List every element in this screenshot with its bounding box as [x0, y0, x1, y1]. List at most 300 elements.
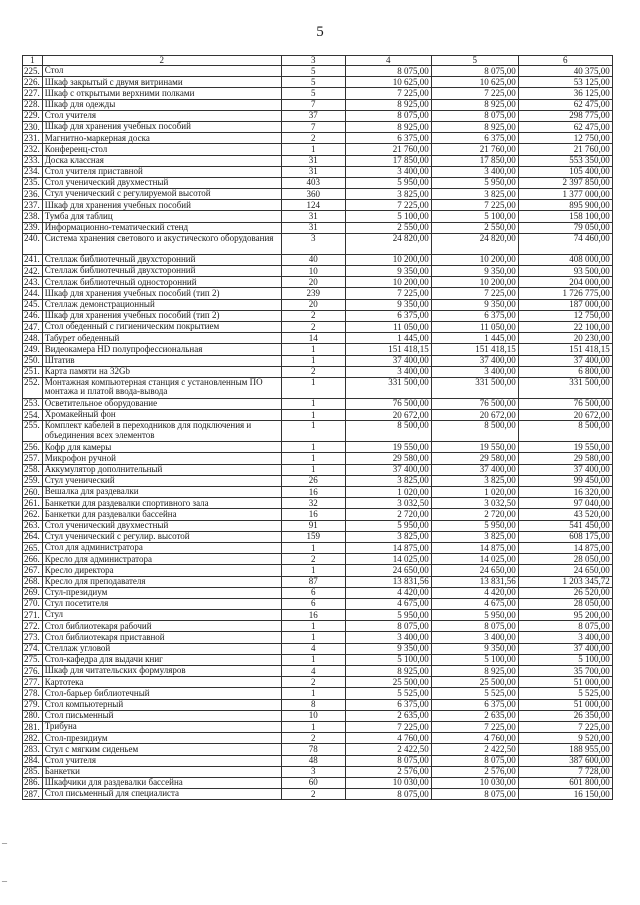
item-price: 4 760,00 — [345, 733, 431, 744]
item-quantity: 10 — [281, 710, 345, 721]
item-price-2: 1 020,00 — [431, 487, 518, 498]
item-total: 541 450,00 — [518, 520, 612, 531]
item-price: 9 350,00 — [345, 266, 431, 277]
row-number: 233. — [23, 155, 43, 166]
item-name: Монтажная компьютерная станция с установленным ПО монтажа и платой ввода-вывода — [42, 377, 281, 398]
item-quantity: 32 — [281, 498, 345, 509]
item-quantity: 31 — [281, 166, 345, 177]
item-name: Стол библиотекаря рабочий — [42, 621, 281, 632]
item-name: Вешалка для раздевалки — [42, 487, 281, 498]
row-number: 276. — [23, 666, 43, 677]
item-name: Шкаф для хранения учебных пособий — [42, 121, 281, 132]
row-number: 283. — [23, 744, 43, 755]
item-quantity: 5 — [281, 88, 345, 99]
item-total: 93 500,00 — [518, 266, 612, 277]
item-price: 21 760,00 — [345, 144, 431, 155]
item-name: Тумба для таблиц — [42, 211, 281, 222]
item-price-2: 8 075,00 — [431, 66, 518, 77]
table-row — [23, 321, 613, 332]
table-row — [23, 487, 613, 498]
item-name: Конференц-стол — [42, 144, 281, 155]
item-total: 187 000,00 — [518, 299, 612, 310]
row-number: 226. — [23, 77, 43, 88]
table-row — [23, 587, 613, 598]
item-name: Табурет обеденный — [42, 333, 281, 344]
table-row — [23, 211, 613, 222]
item-name: Кофр для камеры — [42, 442, 281, 453]
item-price: 3 400,00 — [345, 366, 431, 377]
item-quantity: 2 — [281, 733, 345, 744]
item-total: 22 100,00 — [518, 321, 612, 332]
item-price: 2 550,00 — [345, 222, 431, 233]
item-total: 26 350,00 — [518, 710, 612, 721]
item-quantity: 239 — [281, 288, 345, 299]
item-price: 37 400,00 — [345, 464, 431, 475]
item-quantity: 1 — [281, 654, 345, 665]
item-quantity: 78 — [281, 744, 345, 755]
item-quantity: 87 — [281, 576, 345, 587]
item-price-2: 8 075,00 — [431, 621, 518, 632]
item-name: Кресло для преподавателя — [42, 576, 281, 587]
item-quantity: 1 — [281, 464, 345, 475]
item-name: Стол ученический двухместный — [42, 177, 281, 188]
table-row — [23, 155, 613, 166]
row-number: 242. — [23, 266, 43, 277]
item-quantity: 1 — [281, 421, 345, 442]
item-price: 3 032,50 — [345, 498, 431, 509]
item-name: Стул с мягким сиденьем — [42, 744, 281, 755]
item-name: Стеллаж библиотечный двухсторонний — [42, 254, 281, 265]
item-quantity: 31 — [281, 211, 345, 222]
item-total: 2 397 850,00 — [518, 177, 612, 188]
row-number: 270. — [23, 598, 43, 609]
item-price-2: 2 635,00 — [431, 710, 518, 721]
item-name: Магнитно-маркерная доска — [42, 133, 281, 144]
item-price: 5 525,00 — [345, 688, 431, 699]
item-quantity: 1 — [281, 344, 345, 355]
table-row — [23, 632, 613, 643]
item-name: Стул ученический с регулируемой высотой — [42, 189, 281, 200]
item-name: Аккумулятор дополнительный — [42, 464, 281, 475]
item-price-2: 25 500,00 — [431, 677, 518, 688]
item-total: 7 728,00 — [518, 766, 612, 777]
row-number: 281. — [23, 721, 43, 732]
row-number: 260. — [23, 487, 43, 498]
item-total: 158 100,00 — [518, 211, 612, 222]
row-number: 284. — [23, 755, 43, 766]
item-name: Шкаф с открытыми верхними полками — [42, 88, 281, 99]
item-price: 5 100,00 — [345, 654, 431, 665]
item-quantity: 1 — [281, 453, 345, 464]
row-number: 264. — [23, 531, 43, 542]
item-quantity: 6 — [281, 587, 345, 598]
item-quantity: 6 — [281, 598, 345, 609]
table-row — [23, 453, 613, 464]
item-price: 9 350,00 — [345, 643, 431, 654]
table-row — [23, 699, 613, 710]
item-total: 26 520,00 — [518, 587, 612, 598]
item-price-2: 14 875,00 — [431, 542, 518, 553]
item-quantity: 2 — [281, 789, 345, 800]
table-row — [23, 643, 613, 654]
item-total: 12 750,00 — [518, 133, 612, 144]
item-price-2: 9 350,00 — [431, 266, 518, 277]
item-price: 1 020,00 — [345, 487, 431, 498]
item-name: Стол-барьер библиотечный — [42, 688, 281, 699]
item-total: 43 520,00 — [518, 509, 612, 520]
item-name: Шкаф для одежды — [42, 99, 281, 110]
row-number: 263. — [23, 520, 43, 531]
column-header: 5 — [431, 56, 518, 66]
row-number: 250. — [23, 355, 43, 366]
row-number: 259. — [23, 475, 43, 486]
item-total: 97 040,00 — [518, 498, 612, 509]
table-row — [23, 189, 613, 200]
item-price: 10 625,00 — [345, 77, 431, 88]
item-price-2: 6 375,00 — [431, 310, 518, 321]
row-number: 268. — [23, 576, 43, 587]
row-number: 278. — [23, 688, 43, 699]
table-row — [23, 733, 613, 744]
item-name: Стол ученический двухместный — [42, 520, 281, 531]
item-price-2: 4 675,00 — [431, 598, 518, 609]
item-price-2: 8 925,00 — [431, 121, 518, 132]
table-row — [23, 233, 613, 254]
item-price: 10 200,00 — [345, 254, 431, 265]
item-quantity: 2 — [281, 366, 345, 377]
item-price-2: 3 032,50 — [431, 498, 518, 509]
row-number: 254. — [23, 410, 43, 421]
item-name: Стол-кафедра для выдачи книг — [42, 654, 281, 665]
item-price-2: 2 550,00 — [431, 222, 518, 233]
inventory-table — [22, 55, 613, 800]
item-price-2: 3 825,00 — [431, 475, 518, 486]
item-name: Шкаф для хранения учебных пособий (тип 2) — [42, 310, 281, 321]
item-quantity: 4 — [281, 643, 345, 654]
item-quantity: 48 — [281, 755, 345, 766]
page-number: 5 — [316, 24, 324, 40]
item-price: 5 950,00 — [345, 610, 431, 621]
item-total: 387 600,00 — [518, 755, 612, 766]
table-row — [23, 277, 613, 288]
item-quantity: 20 — [281, 277, 345, 288]
item-price: 8 075,00 — [345, 755, 431, 766]
table-row — [23, 333, 613, 344]
item-total: 95 200,00 — [518, 610, 612, 621]
item-quantity: 8 — [281, 699, 345, 710]
item-total: 408 000,00 — [518, 254, 612, 265]
item-total: 8 075,00 — [518, 621, 612, 632]
item-total: 79 050,00 — [518, 222, 612, 233]
item-price: 13 831,56 — [345, 576, 431, 587]
row-number: 275. — [23, 654, 43, 665]
item-quantity: 40 — [281, 254, 345, 265]
item-price-2: 29 580,00 — [431, 453, 518, 464]
item-price-2: 8 075,00 — [431, 789, 518, 800]
table-row — [23, 654, 613, 665]
item-price: 10 200,00 — [345, 277, 431, 288]
item-quantity: 26 — [281, 475, 345, 486]
item-quantity: 1 — [281, 355, 345, 366]
row-number: 241. — [23, 254, 43, 265]
item-total: 553 350,00 — [518, 155, 612, 166]
row-number: 269. — [23, 587, 43, 598]
row-number: 258. — [23, 464, 43, 475]
item-price-2: 3 400,00 — [431, 632, 518, 643]
item-price-2: 8 925,00 — [431, 99, 518, 110]
item-name: Шкаф закрытый с двумя витринами — [42, 77, 281, 88]
item-name: Комплект кабелей в переходников для подключения и объединения всех элементов — [42, 421, 281, 442]
item-total: 5 100,00 — [518, 654, 612, 665]
item-name: Стул ученический с регулир. высотой — [42, 531, 281, 542]
item-price-2: 5 100,00 — [431, 211, 518, 222]
item-price: 9 350,00 — [345, 299, 431, 310]
item-price: 3 400,00 — [345, 632, 431, 643]
table-row — [23, 88, 613, 99]
item-total: 3 400,00 — [518, 632, 612, 643]
item-total: 608 175,00 — [518, 531, 612, 542]
table-header-row — [23, 56, 613, 66]
item-total: 298 775,00 — [518, 110, 612, 121]
item-total: 188 955,00 — [518, 744, 612, 755]
item-price-2: 5 950,00 — [431, 520, 518, 531]
item-total: 36 125,00 — [518, 88, 612, 99]
table-row — [23, 366, 613, 377]
item-name: Система хранения светового и акустического оборудования — [42, 233, 281, 254]
item-price-2: 7 225,00 — [431, 200, 518, 211]
table-row — [23, 475, 613, 486]
item-name: Банкетки — [42, 766, 281, 777]
table-row — [23, 410, 613, 421]
item-price: 20 672,00 — [345, 410, 431, 421]
table-row — [23, 576, 613, 587]
row-number: 265. — [23, 542, 43, 553]
table-row — [23, 166, 613, 177]
table-row — [23, 442, 613, 453]
row-number: 267. — [23, 565, 43, 576]
item-price: 2 576,00 — [345, 766, 431, 777]
row-number: 229. — [23, 110, 43, 121]
item-price: 5 950,00 — [345, 520, 431, 531]
item-quantity: 124 — [281, 200, 345, 211]
item-name: Стол учителя — [42, 110, 281, 121]
item-price: 24 820,00 — [345, 233, 431, 254]
item-quantity: 403 — [281, 177, 345, 188]
item-total: 19 550,00 — [518, 442, 612, 453]
item-price-2: 3 825,00 — [431, 189, 518, 200]
item-price-2: 8 075,00 — [431, 110, 518, 121]
item-quantity: 10 — [281, 266, 345, 277]
item-total: 6 800,00 — [518, 366, 612, 377]
table-row — [23, 121, 613, 132]
table-row — [23, 464, 613, 475]
table-row — [23, 144, 613, 155]
item-name: Стол письменный — [42, 710, 281, 721]
table-row — [23, 133, 613, 144]
item-price-2: 7 225,00 — [431, 88, 518, 99]
item-price-2: 8 925,00 — [431, 666, 518, 677]
item-price: 29 580,00 — [345, 453, 431, 464]
item-total: 12 750,00 — [518, 310, 612, 321]
item-price: 37 400,00 — [345, 355, 431, 366]
item-total: 1 726 775,00 — [518, 288, 612, 299]
table-row — [23, 610, 613, 621]
table-row — [23, 509, 613, 520]
row-number: 262. — [23, 509, 43, 520]
item-name: Картотека — [42, 677, 281, 688]
margin-mark: – — [2, 838, 7, 849]
item-name: Микрофон ручной — [42, 453, 281, 464]
table-row — [23, 710, 613, 721]
item-price: 17 850,00 — [345, 155, 431, 166]
item-quantity: 7 — [281, 99, 345, 110]
item-price-2: 151 418,15 — [431, 344, 518, 355]
item-price-2: 3 825,00 — [431, 531, 518, 542]
item-name: Стол компьютерный — [42, 699, 281, 710]
table-row — [23, 789, 613, 800]
row-number: 286. — [23, 777, 43, 788]
margin-mark: – — [2, 876, 7, 887]
row-number: 256. — [23, 442, 43, 453]
item-quantity: 4 — [281, 666, 345, 677]
item-name: Шкаф для читательских формуляров — [42, 666, 281, 677]
item-total: 37 400,00 — [518, 643, 612, 654]
table-row — [23, 755, 613, 766]
item-name: Карта памяти на 32Gb — [42, 366, 281, 377]
item-price: 11 050,00 — [345, 321, 431, 332]
item-name: Кресло директора — [42, 565, 281, 576]
item-price: 2 635,00 — [345, 710, 431, 721]
item-price: 6 375,00 — [345, 699, 431, 710]
item-price-2: 9 350,00 — [431, 643, 518, 654]
item-price: 3 825,00 — [345, 189, 431, 200]
row-number: 285. — [23, 766, 43, 777]
column-header: 2 — [42, 56, 281, 66]
item-total: 20 672,00 — [518, 410, 612, 421]
table-row — [23, 99, 613, 110]
table-row — [23, 66, 613, 77]
item-quantity: 37 — [281, 110, 345, 121]
item-price: 2 720,00 — [345, 509, 431, 520]
item-price: 6 375,00 — [345, 310, 431, 321]
item-name: Стеллаж библиотечный односторонний — [42, 277, 281, 288]
item-price-2: 10 200,00 — [431, 254, 518, 265]
item-name: Стол библиотекаря приставной — [42, 632, 281, 643]
item-price-2: 6 375,00 — [431, 699, 518, 710]
item-quantity: 14 — [281, 333, 345, 344]
item-price: 8 075,00 — [345, 110, 431, 121]
item-quantity: 3 — [281, 766, 345, 777]
table-row — [23, 498, 613, 509]
row-number: 287. — [23, 789, 43, 800]
item-name: Кресло для администратора — [42, 554, 281, 565]
item-quantity: 20 — [281, 299, 345, 310]
row-number: 280. — [23, 710, 43, 721]
item-price: 8 925,00 — [345, 666, 431, 677]
table-row — [23, 520, 613, 531]
table-row — [23, 777, 613, 788]
item-price: 8 075,00 — [345, 789, 431, 800]
item-quantity: 31 — [281, 155, 345, 166]
table-row — [23, 310, 613, 321]
item-total: 28 050,00 — [518, 598, 612, 609]
item-total: 40 375,00 — [518, 66, 612, 77]
item-price: 8 500,00 — [345, 421, 431, 442]
item-total: 8 500,00 — [518, 421, 612, 442]
item-name: Стол учителя приставной — [42, 166, 281, 177]
item-name: Стол учителя — [42, 755, 281, 766]
row-number: 228. — [23, 99, 43, 110]
table-row — [23, 398, 613, 409]
item-quantity: 16 — [281, 509, 345, 520]
table-row — [23, 531, 613, 542]
item-price: 7 225,00 — [345, 200, 431, 211]
table-row — [23, 621, 613, 632]
table-row — [23, 766, 613, 777]
item-quantity: 1 — [281, 621, 345, 632]
table-row — [23, 598, 613, 609]
item-price: 14 875,00 — [345, 542, 431, 553]
item-name: Стул посетителя — [42, 598, 281, 609]
item-name: Стол — [42, 66, 281, 77]
item-name: Стул-президиум — [42, 587, 281, 598]
item-name: Осветительное оборудование — [42, 398, 281, 409]
item-price: 24 650,00 — [345, 565, 431, 576]
column-header: 6 — [518, 56, 612, 66]
item-total: 76 500,00 — [518, 398, 612, 409]
row-number: 227. — [23, 88, 43, 99]
item-price-2: 14 025,00 — [431, 554, 518, 565]
row-number: 235. — [23, 177, 43, 188]
item-total: 53 125,00 — [518, 77, 612, 88]
item-price: 3 825,00 — [345, 531, 431, 542]
item-quantity: 1 — [281, 398, 345, 409]
item-name: Хромакейный фон — [42, 410, 281, 421]
row-number: 239. — [23, 222, 43, 233]
item-price-2: 8 075,00 — [431, 755, 518, 766]
item-price: 1 445,00 — [345, 333, 431, 344]
row-number: 237. — [23, 200, 43, 211]
row-number: 257. — [23, 453, 43, 464]
item-price: 2 422,50 — [345, 744, 431, 755]
item-price: 8 075,00 — [345, 66, 431, 77]
item-quantity: 1 — [281, 688, 345, 699]
item-price-2: 331 500,00 — [431, 377, 518, 398]
row-number: 231. — [23, 133, 43, 144]
row-number: 251. — [23, 366, 43, 377]
item-price: 7 225,00 — [345, 288, 431, 299]
item-total: 1 377 000,00 — [518, 189, 612, 200]
table-row — [23, 666, 613, 677]
table-row — [23, 222, 613, 233]
item-price-2: 76 500,00 — [431, 398, 518, 409]
row-number: 277. — [23, 677, 43, 688]
item-quantity: 91 — [281, 520, 345, 531]
row-number: 266. — [23, 554, 43, 565]
item-name: Стеллаж библиотечный двухсторонний — [42, 266, 281, 277]
row-number: 243. — [23, 277, 43, 288]
item-price-2: 5 525,00 — [431, 688, 518, 699]
item-quantity: 3 — [281, 233, 345, 254]
item-quantity: 16 — [281, 487, 345, 498]
item-name: Стол-президиум — [42, 733, 281, 744]
row-number: 240. — [23, 233, 43, 254]
table-row — [23, 288, 613, 299]
item-total: 204 000,00 — [518, 277, 612, 288]
item-quantity: 31 — [281, 222, 345, 233]
item-total: 21 760,00 — [518, 144, 612, 155]
item-price-2: 7 225,00 — [431, 721, 518, 732]
